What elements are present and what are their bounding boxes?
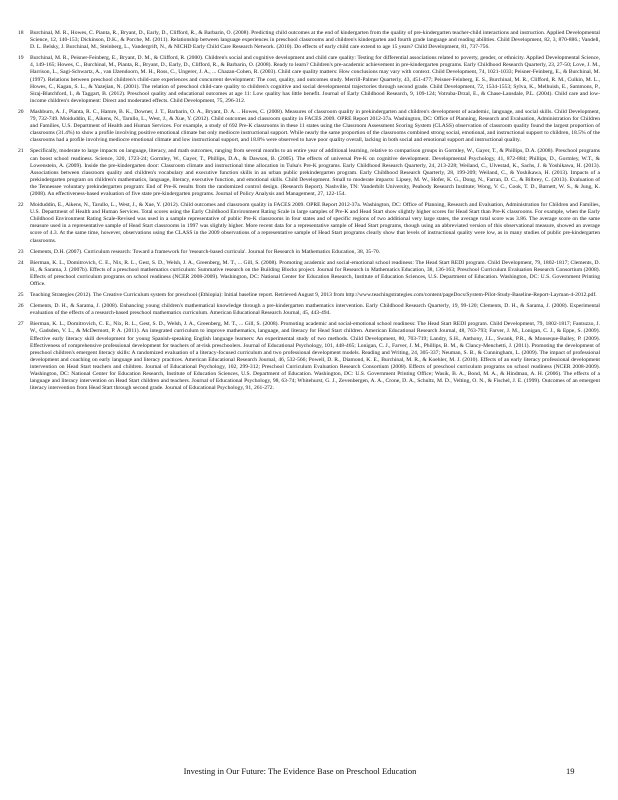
endnote-text: Clements, D.H. (2007). Curriculum research: Toward a framework for 'research-based curricula'. Journal for Research in Mathematics Education, 38, 35-70.	[30, 248, 381, 255]
page-number: 19	[566, 766, 575, 776]
endnote-number: 20	[18, 108, 24, 115]
endnote-text: Specifically, moderate to large impacts on language, literacy, and math outcomes, ranging from several months to an entire year of additional learning, relative to comparison groups in Gormley, W., Gayer, T., & Phillips, D.A. (2008). Preschool programs can boost school readiness. Science, 320, 1723-24; Gormley, W., Gayer, T., Phillips, D.A., & Dawson, B. (2005). The effects of universal Pre-K on cognitive development. Developmental Psychology, 41, 872-884; Phillips, D., Gormley, W.T., & Lowenstein, A. (2009). Inside the pre-kindergarten door: Classroom climate and instructional time allocation in Tulsa's Pre-K programs. Early Childhood Research Quarterly, 24, 213-228; Weiland, C., Ulvestad, K., Sachs, J. & Yoshikawa, H. (2013). Associations between classroom quality and children's vocabulary and executive function skills in an urban public prekindergarten program. Early Childhood Research Quarterly, 28, 199-209; Weiland, C., & Yoshikawa, H. (2013). Impacts of a prekindergarten program on children's mathematics, language, literacy, executive function, and emotional skills. Child Development. Small to moderate impacts: Lipsey, M. W., Hofer, K. G., Dong, N., Farran, D. C., & Bilbrey, C. (2013). Evaluation of the Tennessee voluntary prekindergarten program: End of Pre-K results from the randomized control design. (Research Report). Nashville, TN: Vanderbilt University, Peabody Research Institute; Wong, V. C., Cook, T. D., Barnett, W. S., & Jung, K. (2008). An effectiveness-based evaluation of five state pre-kindergarten programs. Journal of Policy Analysis and Management, 27, 122-154.	[30, 148, 600, 197]
endnote	[18, 109, 600, 144]
endnote-number: 19	[18, 55, 24, 62]
endnote-text: Burchinal, M. R., Howes, C. Pianta, R., Bryant, D., Early, D., Clifford, R., & Barbarin, O. (2008). Predicting child outcomes at the end of kindergarten from the quality of pre-kindergarten teacher-child interactions and instruction. Applied Developmental Science, 12, 140-153; Dickinson, D.K., & Porche, M. (2011). Relationship between language experiences in preschool classrooms and children's kindergarten and fourth grade language and reading abilities. Child Development, 82, 3, 870-886.; Vandell, D. L. Belsky, J. Burchinal, M., Steinberg, L., Vandergrift, N., & NICHD Early Child Care Research Network. (2010). Do effects of early child care extend to age 15 years? Child Development, 81, 737-756.	[30, 30, 600, 51]
endnote-number: 21	[18, 148, 24, 155]
endnote-number: 26	[18, 303, 24, 310]
endnote-text: Bierman, K. L., Domitrovich, C. E., Nix, R. L., Gest, S. D., Welsh, J. A., Greenberg, M. T., ... Gill, S. (2008). Promoting academic and social-emotional school readiness: The Head Start REDI program. Child Development, 79, 1802-1817; Clements, D. H., & Sarama, J. (2007b). Effects of a preschool mathematics curriculum: Summative research on the Building Blocks project. Journal for Research in Mathematics Education, 38, 136-163; Preschool Curriculum Evaluation Research Consortium (2008). Effects of preschool curriculum programs on school readiness (NCER 2008-2009). Washington, DC: National Center for Education Research, Institute of Education Sciences, U.S. Department of Education. Washington, DC: U.S. Government Printing Office.	[30, 259, 600, 287]
endnote-number: 22	[18, 202, 24, 209]
endnote-number: 27	[18, 321, 24, 328]
endnote-number: 23	[18, 248, 24, 255]
endnote-text: Mashburn, A. J., Pianta, R. C., Hamre, B. K., Downer, J. T., Barbarin, O. A., Bryant, D. A. .. Howes, C. (2008). Measures of classroom quality in prekindergarten and children's development of academic, language, and social skills. Child Development, 79, 732-749. Moiduddin, E., Aikens, N., Tarullo, L., West, J., & Xue, Y. (2012). Child outcomes and classroom quality in FACES 2009. OPRE Report 2012-37a. Washington, DC: Office of Planning, Research and Evaluation, Administration for Children and Families, U.S. Department of Health and Human Services. For example, a study of 692 Pre-K classrooms in these 11 states using the Classroom Assessment Scoring System (CLASS) observation of classroom quality found the largest proportion of classrooms (31.4%) to show a profile involving positive emotional climate but only mediocre instructional support. While nearly the same proportion of the classrooms combined strong social, emotional, and instructional support to children, 18.5% of the classrooms had a profile involving mediocre emotional climate and low instructional support, and 18.8% were observed to have poor quality overall, lacking in both social and emotional support and instructional quality.	[30, 108, 600, 144]
endnote	[18, 249, 600, 256]
endnote-number: 25	[18, 292, 24, 299]
endnote	[18, 148, 600, 198]
endnote-text: Bierman, K. L., Domitrovich, C. E., Nix, R. L., Gest, S. D., Welsh, J. A., Greenberg, M. T., ... Gill, S. (2008). Promoting academic and social-emotional school readiness: The Head Start REDI program. Child Development, 79, 1802-1817; Fantuzzo, J. W., Gadsden, V. L., & McDermott, P. A. (2011). An integrated curriculum to improve mathematics, language, and literacy for Head Start children. American Educational Research Journal, 48, 763-793; Farver, J. M., Lonigan, C. J., & Eppe, S. (2009). Effective early literacy skill development for young Spanish-speaking English language learners: An experimental study of two methods. Child Development, 80, 703-719; Landry, S.H., Anthony, J.L., Swank, P.R., & Monseque-Bailey, P. (2009). Effectiveness of comprehensive professional development for teachers of at-risk preschoolers. Journal of Educational Psychology, 101, 448-465; Lonigan, C. J., Farver, J. M., Phillips, B. M., & Clancy-Menchetti, J. (2011). Promoting the development of preschool children's emergent literacy skills: A randomized evaluation of a literacy-focused curriculum and two professional development models. Reading and Writing, 24, 305-337; Neuman, S. B., & Cunningham, L. (2009). The impact of professional development and coaching on early language and literacy practices. American Educational Research Journal, 46, 532-566; Powell, D. R., Diamond, K. E., Burchinal, M. R., & Koehler, M. J. (2010). Effects of an early literacy professional development intervention on Head Start teachers and children. Journal of Educational Psychology, 102, 299-312; Preschool Curriculum Evaluation Research Consortium (2008). Effects of preschool curriculum programs on school readiness (NCER 2008-2009). Washington, DC: National Center for Education Research, Institute of Education Sciences, U.S. Department of Education. Washington, DC: U.S. Government Printing Office; Wasik, B. A., Bond, M. A., & Hindman, A. H. (2006). The effects of a language and literacy intervention on Head Start children and teachers. Journal of Educational Psychology, 98, 63-74; Whitehurst, G. J., Zevenbergen, A. A., Crone, D. A., Schultz, M. D., Velting, O. N., & Fischel, J. E. (1999). Outcomes of an emergent literacy intervention from Head Start through second grade. Journal of Educational Psychology, 91, 261-272.	[30, 321, 600, 392]
endnote	[18, 202, 600, 245]
endnotes-list	[18, 30, 600, 396]
endnote-number: 24	[18, 259, 24, 266]
endnote	[18, 260, 600, 288]
endnote-text: Teaching Strategies (2012). The Creative Curriculum system for preschool (Ethiopia): Initial baseline report. Retrieved August 9, 2013 from http://www.teachingstrategies.com/content/pageDocs/System-Pilot-Study-Baseline-Report-Layman-4-2012.pdf.	[30, 292, 597, 299]
endnote-number: 18	[18, 30, 24, 36]
endnote-text: Burchinal, M. R., Peisner-Feinberg, E., Bryant, D. M., & Clifford, R. (2000). Children's social and cognitive development and child care quality: Testing for differential associations related to poverty, gender, or ethnicity. Applied Developmental Science, 4, 149-165; Howes, C., Burchinal, M., Pianta, R., Bryant, D., Early, D., Clifford, R., & Barbarin, O. (2008). Ready to learn? Children's pre-academic achievement in pre-kindergarten programs. Early Childhood Research Quarterly, 23, 27-50; Love, J. M., Harrison, L., Sagi-Schwartz, A., van IJzendoorn, M. H., Ross, C., Ungerer, J. A., ... Chazan-Cohen, R. (2003). Child care quality matters: How conclusions may vary with context. Child Development, 74, 1021-1033; Peisner-Feinberg, E., & Burchinal, M. (1997). Relations between preschool children's child-care experiences and concurrent development: The cost, quality, and outcomes study. Merrill-Palmer Quarterly, 43, 451-477; Peisner-Feinberg, E. S., Burchinal, M. R., Clifford, R. M., Culkin, M. L., Howes, C., Kagan, S. L., & Yazejian, N. (2001). The relation of preschool child-care quality to children's cognitive and social developmental trajectories through second grade. Child Development, 72, 1534-1553; Sylva, K., Melhuish, E., Sammons, P., Siraj-Blatchford, I., & Taggart, B. (2012). Preschool quality and educational outcomes at age 11: Low quality has little benefit. Journal of Early Childhood Research, 9, 109-124; Votruba-Drzal, E., & Chase-Lansdale, P.L. (2004). Child care and low-income children's development: Direct and moderated effects. Child Development, 75, 296-312.	[30, 55, 600, 104]
endnote	[18, 303, 600, 317]
footer-title: Investing in Our Future: The Evidence Base on Preschool Education	[183, 766, 417, 776]
endnote	[18, 55, 600, 105]
endnote	[18, 321, 600, 392]
endnote-text: Clements, D. H., & Sarama, J. (2008). Enhancing young children's mathematical knowledge through a pre-kindergarten mathematics intervention. Early Childhood Research Quarterly, 19, 99-120; Clements, D. H., & Sarama, J. (2008). Experimental evaluation of the effects of a research-based preschool mathematics curriculum. American Educational Research Journal, 45, 443-494.	[30, 303, 600, 317]
endnote	[18, 30, 600, 51]
page-footer	[0, 765, 618, 779]
endnote	[18, 292, 600, 299]
endnote-text: Moiduddin, E., Aikens, N., Tarullo, L., West, J., & Xue, Y. (2012). Child outcomes and classroom quality in FACES 2009. OPRE Report 2012-37a. Washington, DC: Office of Planning, Research and Evaluation, Administration for Children and Families, U.S. Department of Health and Human Services. Total scores using the Early Childhood Environment Rating Scale in large samples of Pre-K and Head Start show slightly higher scores for Head Start than Pre-K classrooms. For example, when the Early Childhood Environment Rating Scale-Revised was used in a sample representative of public Pre-K classrooms in four states and of specific regions of two additional very large states, the average total score was 3.86. The average score on the same measure used in a representative sample of Head Start classrooms in 1997 was slightly higher. More recent data for a representative sample of Head Start programs, though using an abbreviated version of this observational measure, showed an average score of 4.3. At the same time, however, observations using the CLASS in the 2009 observations of a representative sample of Head Start programs clearly show that levels of instructional quality were low, as in many studies of public pre-kindergarten classrooms.	[30, 202, 600, 244]
